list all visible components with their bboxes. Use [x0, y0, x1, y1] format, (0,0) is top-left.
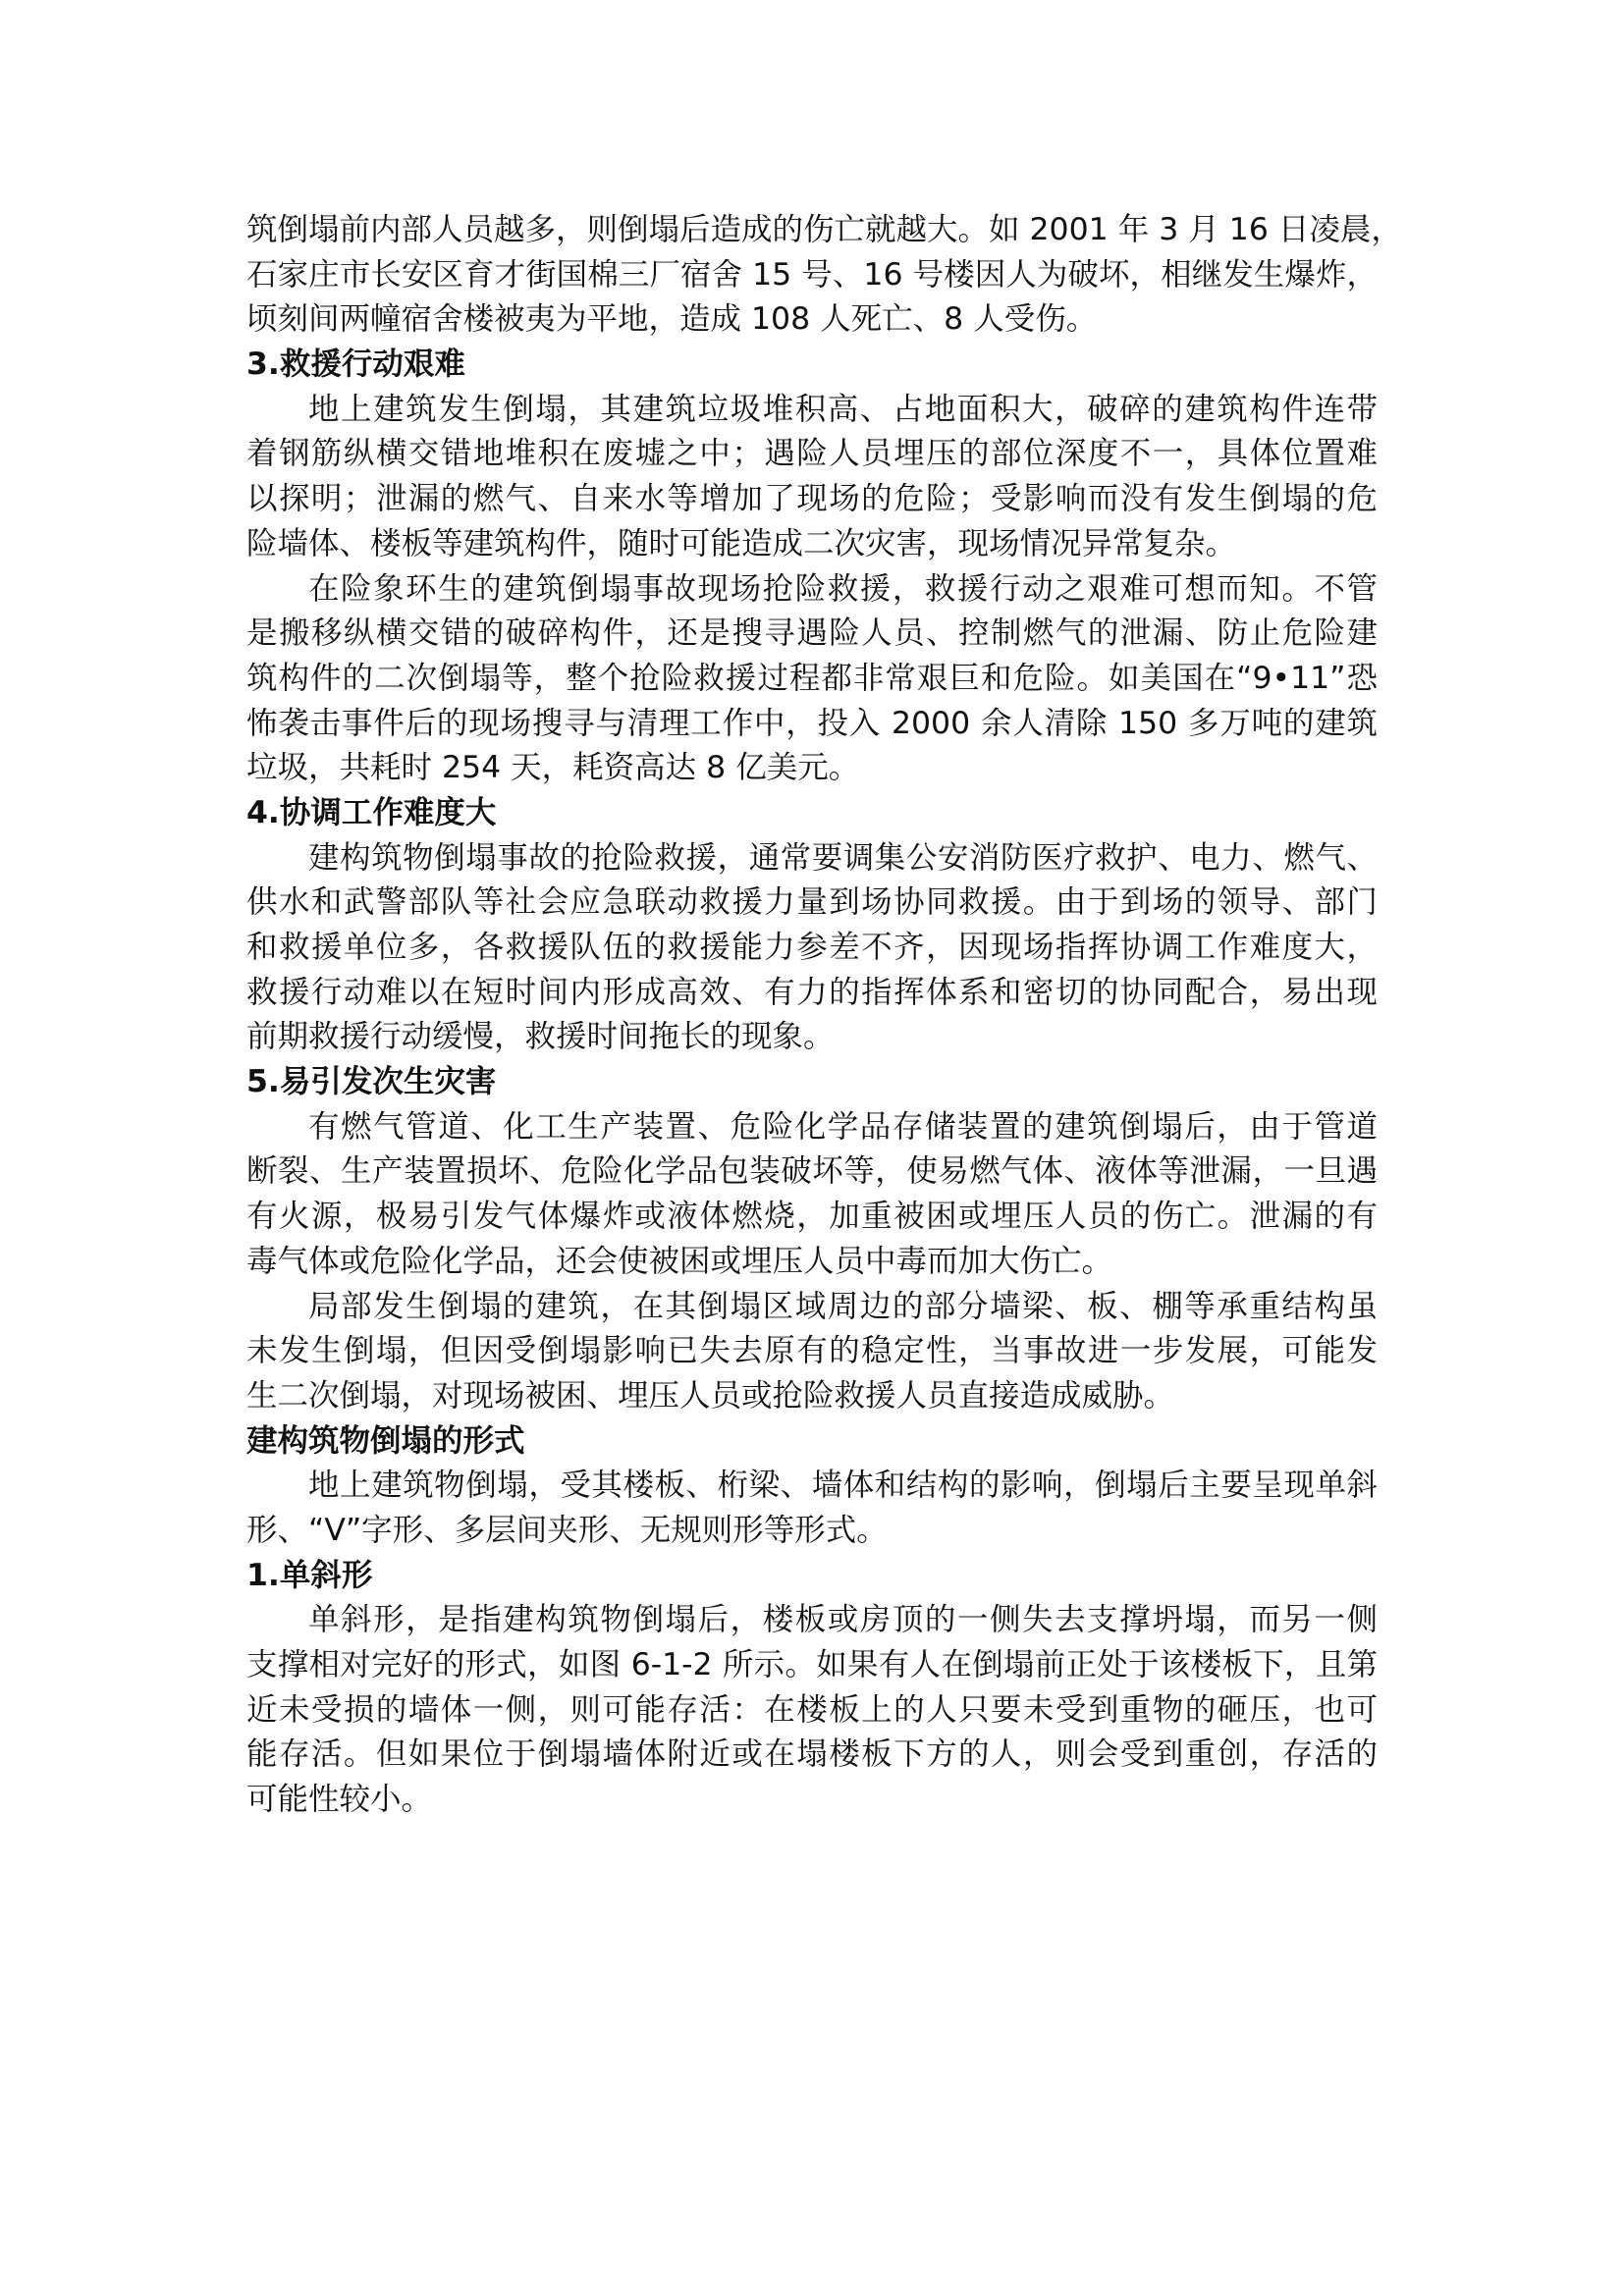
paragraph-line: 生二次倒塌，对现场被困、埋压人员或抢险救援人员直接造成威胁。	[246, 1377, 1175, 1414]
section-heading: 建构筑物倒塌的形式	[246, 1422, 525, 1459]
paragraph-line: 和救援单位多，各救援队伍的救援能力参差不齐，因现场指挥协调工作难度大，	[246, 930, 1378, 965]
section-heading: 1.单斜形	[246, 1557, 373, 1593]
paragraph-line: 顷刻间两幢宿舍楼被夷为平地，造成 108 人死亡、8 人受伤。	[246, 301, 1098, 338]
paragraph-line: 形、“V”字形、多层间夹形、无规则形等形式。	[246, 1512, 888, 1548]
section-heading: 3.救援行动艰难	[246, 347, 465, 383]
section-heading: 5.易引发次生灾害	[246, 1064, 497, 1100]
paragraph-line: 能存活。但如果位于倒塌墙体附近或在塌楼板下方的人，则会受到重创，存活的	[246, 1736, 1378, 1773]
paragraph-line: 在险象环生的建筑倒塌事故现场抢险救援，救援行动之艰难可想而知。不管	[308, 570, 1378, 607]
paragraph-line: 可能性较小。	[246, 1782, 433, 1818]
paragraph-line: 支撑相对完好的形式，如图 6-1-2 所示。如果有人在倒塌前正处于该楼板下，且第	[246, 1647, 1378, 1682]
paragraph-line: 救援行动难以在短时间内形成高效、有力的指挥体系和密切的协同配合，易出现	[246, 974, 1378, 1010]
paragraph-line: 局部发生倒塌的建筑，在其倒塌区域周边的部分墙梁、板、棚等承重结构虽	[308, 1288, 1378, 1324]
paragraph-line: 垃圾，共耗时 254 天，耗资高达 8 亿美元。	[246, 750, 860, 786]
paragraph-line: 近未受损的墙体一侧，则可能存活：在楼板上的人只要未受到重物的砸压，也可	[246, 1691, 1378, 1728]
section-heading: 4.协调工作难度大	[246, 794, 497, 830]
paragraph-line: 地上建筑物倒塌，受其楼板、桁梁、墙体和结构的影响，倒塌后主要呈现单斜	[308, 1468, 1378, 1504]
paragraph-line: 断裂、生产装置损坏、危险化学品包装破坏等，使易燃气体、液体等泄漏，一旦遇	[246, 1153, 1378, 1190]
paragraph-line: 石家庄市长安区育才街国棉三厂宿舍 15 号、16 号楼因人为破坏，相继发生爆炸，	[246, 256, 1378, 293]
paragraph-line: 有燃气管道、化工生产装置、危险化学品存储装置的建筑倒塌后，由于管道	[308, 1108, 1378, 1145]
paragraph-line: 筑倒塌前内部人员越多，则倒塌后造成的伤亡就越大。如 2001 年 3 月 16 日凌晨，	[246, 212, 1402, 247]
paragraph-line: 以探明；泄漏的燃气、自来水等增加了现场的危险；受影响而没有发生倒塌的危	[246, 481, 1378, 517]
paragraph-line: 怖袭击事件后的现场搜寻与清理工作中，投入 2000 余人清除 150 多万吨的建筑	[246, 705, 1378, 741]
paragraph-line: 供水和武警部队等社会应急联动救援力量到场协同救援。由于到场的领导、部门	[246, 884, 1378, 921]
paragraph-line: 单斜形，是指建构筑物倒塌后，楼板或房顶的一侧失去支撑坍塌，而另一侧	[308, 1602, 1378, 1638]
paragraph-line: 着钢筋纵横交错地堆积在废墟之中；遇险人员埋压的部位深度不一，具体位置难	[246, 436, 1378, 472]
paragraph-line: 有火源，极易引发气体爆炸或液体燃烧，加重被困或埋压人员的伤亡。泄漏的有	[246, 1199, 1378, 1235]
paragraph-line: 是搬移纵横交错的破碎构件，还是搜寻遇险人员、控制燃气的泄漏、防止危险建	[246, 615, 1378, 652]
document-page	[246, 208, 1402, 1823]
paragraph-line: 建构筑物倒塌事故的抢险救援，通常要调集公安消防医疗救护、电力、燃气、	[308, 839, 1378, 876]
paragraph-line: 未发生倒塌，但因受倒塌影响已失去原有的稳定性，当事故进一步发展，可能发	[246, 1333, 1378, 1369]
paragraph-line: 前期救援行动缓慢，救援时间拖长的现象。	[246, 1019, 835, 1055]
paragraph-line: 险墙体、楼板等建筑构件，随时可能造成二次灾害，现场情况异常复杂。	[246, 525, 1237, 561]
paragraph-line: 筑构件的二次倒塌等，整个抢险救援过程都非常艰巨和危险。如美国在“9•11”恐	[246, 660, 1378, 696]
paragraph-line: 地上建筑发生倒塌，其建筑垃圾堆积高、占地面积大，破碎的建筑构件连带	[308, 391, 1378, 427]
paragraph-line: 毒气体或危险化学品，还会使被困或埋压人员中毒而加大伤亡。	[246, 1243, 1113, 1279]
